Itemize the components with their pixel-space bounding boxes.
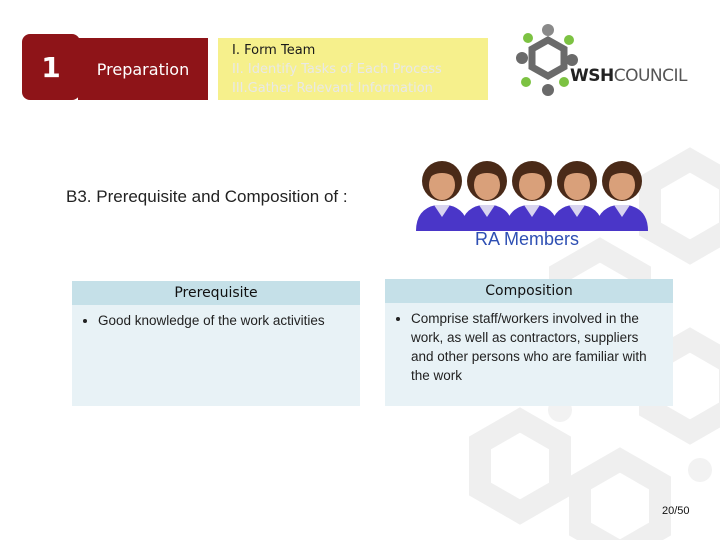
- logo-text: WSHCOUNCIL: [570, 66, 687, 86]
- card-title: Prerequisite: [72, 281, 360, 305]
- section-heading: B3. Prerequisite and Composition of :: [66, 187, 348, 206]
- phase-label: Preparation: [78, 38, 208, 100]
- step-item: III.Gather Relevant Information: [232, 81, 433, 96]
- card-list: [385, 303, 673, 385]
- prerequisite-card: [72, 281, 360, 406]
- people-group-icon: [412, 153, 648, 231]
- ra-members-label: RA Members: [475, 229, 580, 249]
- step-item: I. Form Team: [232, 43, 316, 58]
- page-number: 20/50: [662, 505, 690, 517]
- step-item: II. Identify Tasks of Each Process: [232, 62, 442, 77]
- card-list: [72, 305, 360, 330]
- list-item: • Good knowledge of the work activities: [98, 311, 350, 330]
- composition-card: [385, 279, 673, 406]
- card-title: Composition: [385, 279, 673, 303]
- list-item: • Comprise staff/workers involved in the work, as well as contractors, suppliers and other persons who are familiar with the work: [411, 309, 663, 385]
- step-number-badge: 1: [22, 34, 80, 100]
- steps-list: [218, 38, 488, 100]
